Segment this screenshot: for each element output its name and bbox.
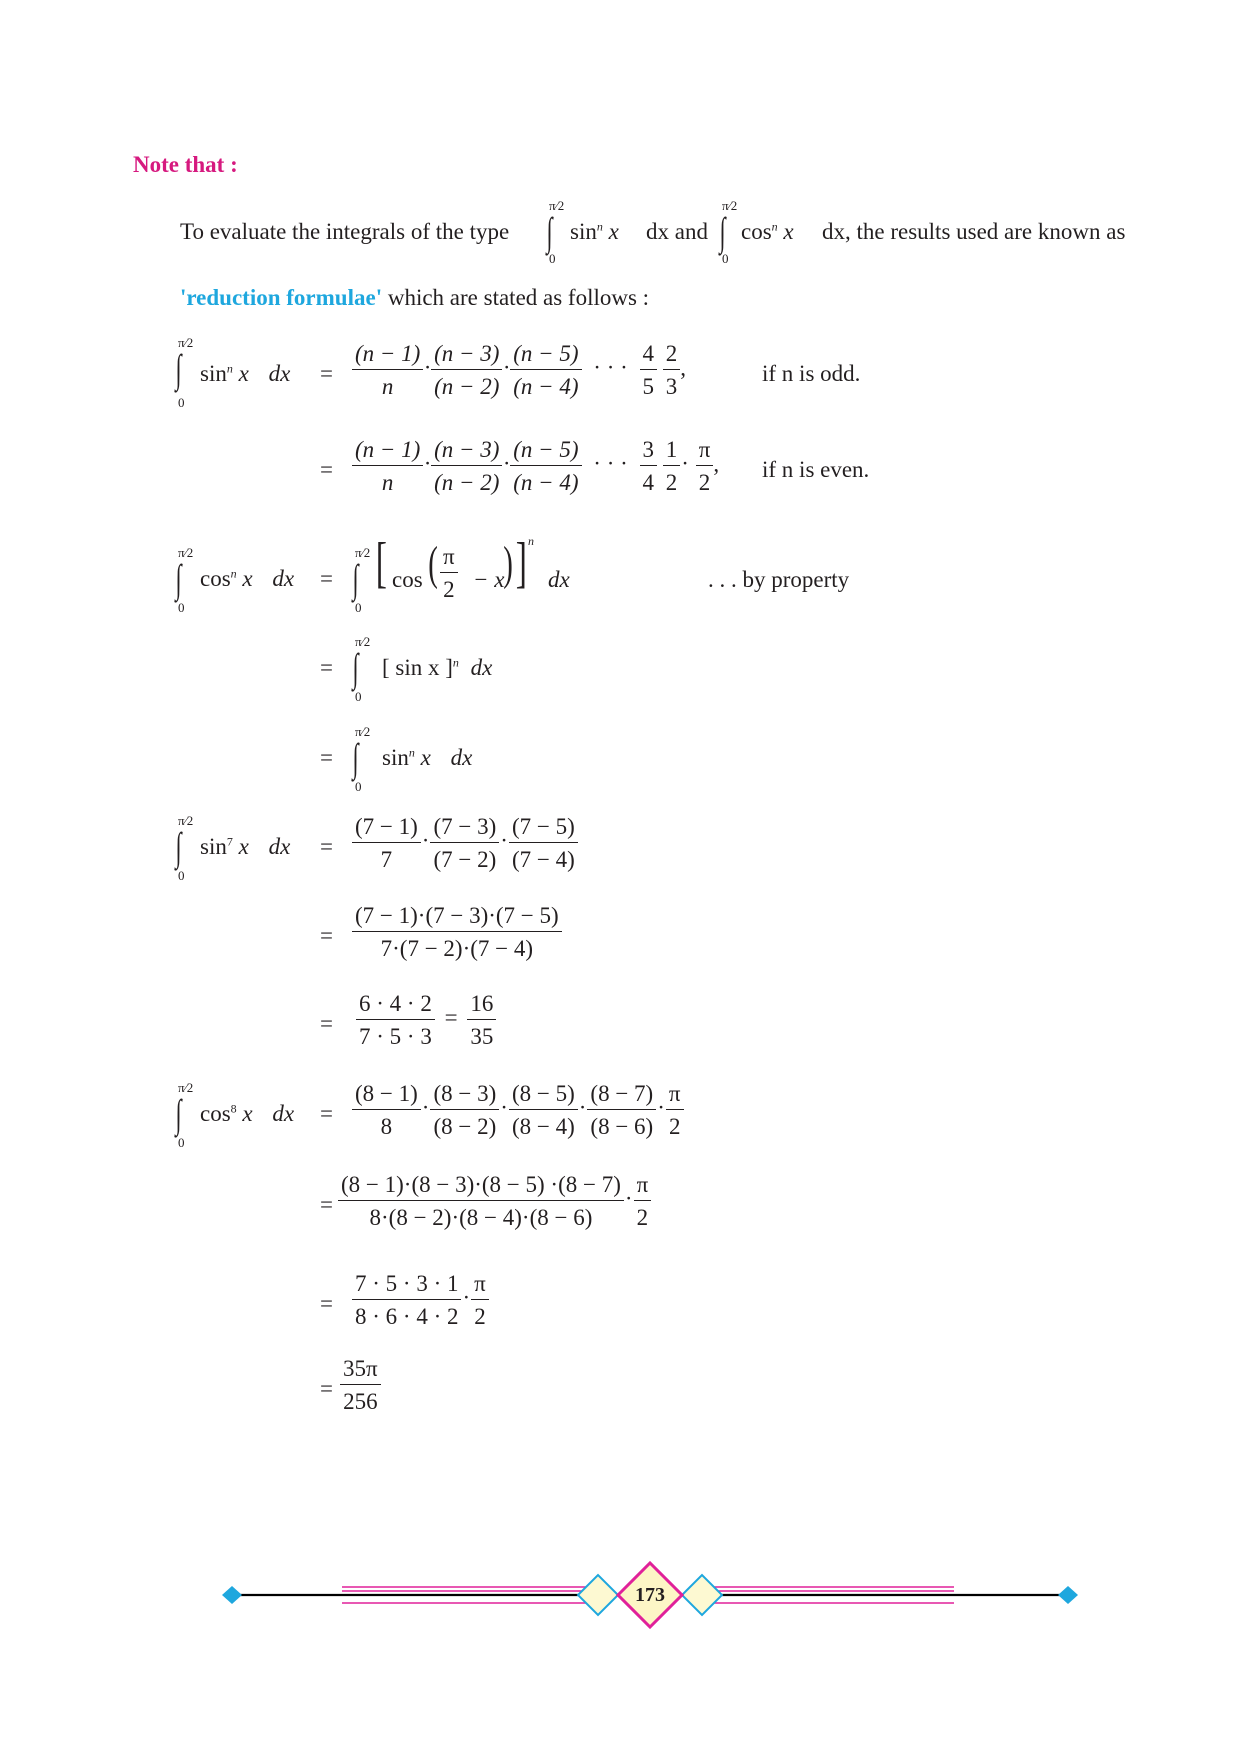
sin-n-integrand	[200, 362, 290, 385]
limit-lower: 0	[355, 600, 362, 615]
intro-sin-fn: sin	[570, 219, 597, 244]
sup-n: n	[408, 745, 415, 760]
formula-odd: $\frac{(n - 1)}{n}$ · $\frac{(n - 3)}{(n - 2)}$ · $\frac{(n - 5)}{(n - 4)}$ · · · $\frac{4}{5}$ $\frac{2}{3}$ ,	[352, 342, 686, 398]
integral-sign-icon: ∫	[719, 209, 726, 254]
equals-sign: =	[320, 1192, 333, 1217]
dx: dx	[268, 361, 291, 386]
integral-sign-icon: ∫	[352, 735, 359, 780]
equals-sign: =	[320, 745, 333, 770]
limit-upper: π⁄2	[178, 335, 194, 350]
ellipsis: · · ·	[593, 355, 628, 381]
integral-sign-icon: ∫	[352, 556, 359, 601]
frac-num: π	[440, 545, 458, 573]
frac-den: 8	[380, 1114, 393, 1139]
intro-sin-x: x	[608, 219, 619, 244]
right-paren: )	[503, 537, 513, 590]
frac-num: 3	[640, 438, 658, 466]
frac-num: (8 − 7)	[587, 1082, 656, 1110]
frac-num: (7 − 1)·(7 − 3)·(7 − 5)	[352, 904, 562, 932]
sin-label: sin	[200, 361, 227, 386]
frac-den: (8 − 2)	[433, 1114, 497, 1139]
frac-den: 5	[642, 374, 655, 399]
intro-cos	[741, 220, 794, 243]
dx: dx	[268, 834, 291, 859]
dx: dx	[272, 1101, 295, 1126]
cos-8-integrand	[200, 1102, 294, 1125]
intro-cos-sup: n	[771, 219, 778, 234]
frac-num: (n − 1)	[352, 342, 423, 370]
frac-num: (7 − 3)	[430, 815, 499, 843]
equals-sign: =	[320, 1376, 333, 1401]
x-var: x	[242, 1101, 253, 1126]
frac-den: 256	[343, 1389, 378, 1414]
right-bracket: ]	[515, 532, 527, 594]
frac-num: (n − 5)	[510, 342, 581, 370]
frac-den: (n − 2)	[434, 374, 500, 399]
frac-num: 2	[663, 342, 681, 370]
intro-text-after: dx, the results used are known as	[822, 219, 1126, 244]
frac-num: 35π	[340, 1357, 381, 1385]
limit-lower: 0	[355, 779, 362, 794]
frac-den: 2	[698, 470, 711, 495]
frac-den: (n − 4)	[513, 374, 579, 399]
cos-label: cos	[200, 566, 231, 591]
frac-den: 7	[380, 847, 393, 872]
limit-lower: 0	[178, 868, 185, 883]
frac-num: 1	[663, 438, 681, 466]
frac-num: (8 − 3)	[430, 1082, 499, 1110]
limit-lower: 0	[722, 251, 729, 266]
ellipsis: · · ·	[593, 451, 628, 477]
limit-upper: π⁄2	[355, 724, 371, 739]
cos8-result	[340, 1357, 381, 1413]
reduction-formulae-term: 'reduction formulae'	[180, 285, 383, 310]
limit-lower: 0	[178, 395, 185, 410]
frac-num: (n − 5)	[510, 438, 581, 466]
limit-lower: 0	[178, 1135, 185, 1150]
sin7-step2	[352, 904, 562, 960]
frac-den: 4	[642, 470, 655, 495]
integral-sign-icon: ∫	[352, 645, 359, 690]
frac-den: 8 · 6 · 4 · 2	[355, 1304, 459, 1329]
frac-num: (7 − 1)	[352, 815, 421, 843]
minus-x: − x	[473, 567, 505, 592]
frac-num: π	[666, 1082, 684, 1110]
equals-sign: =	[320, 923, 333, 948]
sup-8: 8	[230, 1101, 237, 1116]
cos8-step2: $\frac{(8 - 1)\cdot(8 - 3)\cdot(8 - 5) \cdot(8 - 7)}{8\cdot(8 - 2)\cdot(8 - 4)\cdot(8 - 6)}$ · $\frac{\pi}{2}$	[338, 1173, 651, 1229]
frac-den: (n − 2)	[434, 470, 500, 495]
frac-den: 7·(7 − 2)·(7 − 4)	[380, 936, 534, 961]
pi-over-2	[440, 545, 458, 601]
cos-inner: cos	[392, 567, 423, 592]
limit-upper: π⁄2	[722, 198, 738, 213]
intro-text-before: To evaluate the integrals of the type	[180, 219, 510, 244]
equals-sign: =	[320, 1101, 333, 1126]
dx: dx	[470, 655, 493, 680]
limit-upper: π⁄2	[355, 634, 371, 649]
condition-odd: if n is odd.	[762, 361, 861, 386]
frac-den: 3	[665, 374, 678, 399]
dx: dx	[450, 745, 473, 770]
frac-num: 16	[467, 992, 496, 1020]
intro-and: dx and	[646, 219, 708, 244]
frac-num: (8 − 1)·(8 − 3)·(8 − 5) ·(8 − 7)	[338, 1173, 624, 1201]
equals-sign: =	[320, 566, 333, 591]
intro-sin	[570, 220, 619, 243]
frac-den: (7 − 4)	[511, 847, 575, 872]
frac-num: (8 − 5)	[509, 1082, 578, 1110]
equals-sign: =	[320, 457, 333, 482]
frac-den: n	[381, 470, 394, 495]
sin-label: sin	[382, 745, 409, 770]
equals-sign: =	[320, 655, 333, 680]
condition-even: if n is even.	[762, 457, 870, 482]
equals-sign: =	[320, 361, 333, 386]
sin-x-bracket	[382, 656, 492, 679]
equals-sign: =	[320, 834, 333, 859]
limit-lower: 0	[355, 689, 362, 704]
sup-n: n	[528, 534, 534, 548]
equals-sign: =	[320, 1011, 333, 1036]
sup-n: n	[226, 361, 233, 376]
frac-den: 8·(8 − 2)·(8 − 4)·(8 − 6)	[369, 1205, 593, 1230]
dx: dx	[272, 566, 295, 591]
limit-upper: π⁄2	[178, 1080, 194, 1095]
sin-label: sin	[200, 834, 227, 859]
limit-upper: π⁄2	[355, 545, 371, 560]
x-var: x	[238, 361, 249, 386]
equals-sign: =	[444, 1005, 458, 1031]
cos8-step1: $\frac{(8 - 1)}{8}$ · $\frac{(8 - 3)}{(8 - 2)}$ · $\frac{(8 - 5)}{(8 - 4)}$ · $\frac{(8 - 7)}{(8 - 6)}$ · $\frac{\pi}{2}$	[352, 1082, 684, 1138]
frac-den: 2	[636, 1205, 649, 1230]
frac-num: 6 · 4 · 2	[356, 992, 435, 1020]
limit-upper: π⁄2	[178, 813, 194, 828]
sin-n-x-dx	[382, 746, 472, 769]
intro-line-2	[180, 286, 649, 309]
dx: dx	[548, 567, 570, 592]
frac-den: (7 − 2)	[433, 847, 497, 872]
limit-lower: 0	[549, 251, 556, 266]
frac-den: (8 − 4)	[511, 1114, 575, 1139]
frac-num: π	[471, 1272, 489, 1300]
note-heading: Note that :	[133, 152, 238, 177]
formula-even: $\frac{(n - 1)}{n}$ · $\frac{(n - 3)}{(n - 2)}$ · $\frac{(n - 5)}{(n - 4)}$ · · · $\frac{3}{4}$ $\frac{1}{2}$ · $\frac{\pi}{2}$ ,	[352, 438, 719, 494]
integral-sign-icon: ∫	[175, 556, 182, 601]
x-var: x	[420, 745, 431, 770]
frac-den: 2	[474, 1304, 486, 1329]
sup-7: 7	[226, 834, 233, 849]
sin7-step3	[356, 992, 496, 1048]
x-var: x	[242, 566, 253, 591]
intro-continuation: which are stated as follows :	[387, 285, 650, 310]
integral-sign-icon: ∫	[175, 1091, 182, 1136]
frac-den: n	[381, 374, 394, 399]
page-number: 173	[635, 1584, 665, 1606]
frac-num: π	[634, 1173, 652, 1201]
left-paren: (	[428, 537, 438, 590]
intro-cos-fn: cos	[741, 219, 772, 244]
intro-sin-sup: n	[596, 219, 603, 234]
cos-label: cos	[200, 1101, 231, 1126]
intro-cos-x: x	[783, 219, 794, 244]
frac-den: 2	[665, 470, 678, 495]
sup-n: n	[452, 655, 459, 670]
sin7-step1: $\frac{(7 - 1)}{7}$ · $\frac{(7 - 3)}{(7 - 2)}$ · $\frac{(7 - 5)}{(7 - 4)}$	[352, 815, 578, 871]
limit-upper: π⁄2	[549, 198, 565, 213]
x-var: x	[238, 834, 249, 859]
frac-den: (8 − 6)	[590, 1114, 654, 1139]
integral-sign-icon: ∫	[175, 346, 182, 391]
frac-num: (n − 3)	[431, 342, 502, 370]
frac-num: (n − 3)	[431, 438, 502, 466]
sin-7-integrand	[200, 835, 290, 858]
frac-den: 7 · 5 · 3	[359, 1024, 432, 1049]
frac-num: 4	[640, 342, 658, 370]
condition-property: . . . by property	[708, 567, 850, 592]
limit-upper: π⁄2	[178, 545, 194, 560]
sup-n: n	[230, 566, 237, 581]
frac-den: 35	[470, 1024, 494, 1049]
frac-den: 2	[668, 1114, 681, 1139]
frac-num: 7 · 5 · 3 · 1	[352, 1272, 461, 1300]
equals-sign: =	[320, 1291, 333, 1316]
frac-den: (n − 4)	[513, 470, 579, 495]
limit-lower: 0	[178, 600, 185, 615]
frac-num: (n − 1)	[352, 438, 423, 466]
integral-sign-icon: ∫	[175, 824, 182, 869]
frac-num: (7 − 5)	[509, 815, 578, 843]
integral-sign-icon: ∫	[546, 209, 553, 254]
frac-num: π	[696, 438, 714, 466]
cos-n-integrand	[200, 567, 294, 590]
cos8-step3: $\frac{7 \cdot 5 \cdot 3 \cdot 1}{8 \cdot 6 \cdot 4 \cdot 2}$ · $\frac{\pi}{2}$	[352, 1272, 489, 1328]
frac-den: 2	[443, 577, 455, 602]
frac-num: (8 − 1)	[352, 1082, 421, 1110]
sin-x-term: [ sin x ]	[382, 655, 453, 680]
left-bracket: [	[375, 532, 387, 594]
